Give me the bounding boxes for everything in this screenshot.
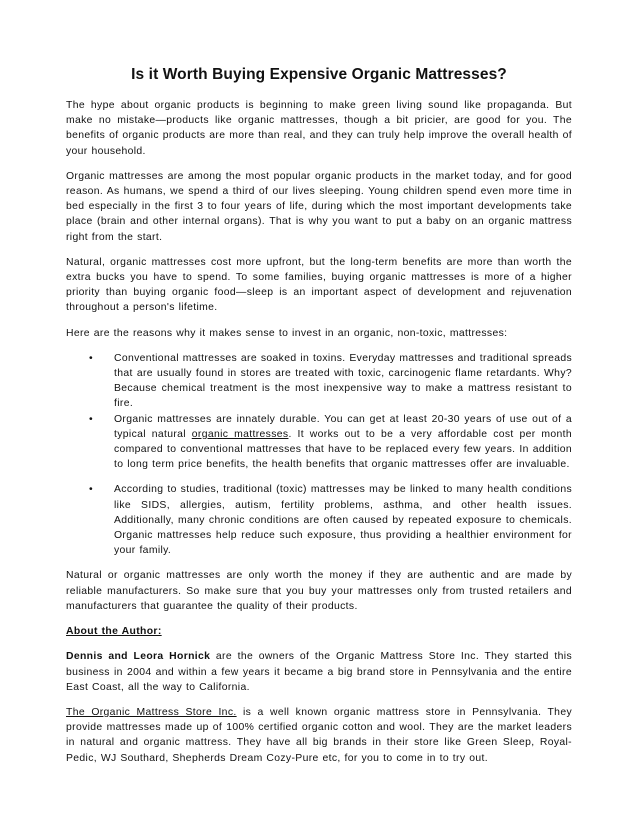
reason-health-text: According to studies, traditional (toxic) mattresses may be linked to many health conditions like SIDS, allergies, autism, fertility problems, asthma, and other health issues. Additionally, many chronic conditions are often caused by repeated exposure to chemicals. Organic mattresses help reduce such exposure, thus providing a healthier environment for your family. xyxy=(114,484,572,557)
reasons-intro-paragraph: Here are the reasons why it makes sense to invest in an organic, non-toxic, mattresses: xyxy=(66,327,508,339)
list-item xyxy=(66,351,572,412)
cost-paragraph: Natural, organic mattresses cost more upfront, but the long-term benefits are more than worth the extra bucks you have to spend. To some families, buying organic mattresses is more of a higher priority than buying organic food—sleep is an important aspect of development and rejuvenation throughout a person's lifetime. xyxy=(66,256,572,314)
list-item xyxy=(66,412,572,473)
bullet-icon: • xyxy=(89,413,93,425)
reasons-list xyxy=(66,351,572,559)
bullet-icon: • xyxy=(89,352,93,364)
closing-paragraph: Natural or organic mattresses are only worth the money if they are authentic and are made by reliable manufacturers. So make sure that you buy your mattresses only from trusted retailers and manufacturers that guarantee the quality of their products. xyxy=(66,570,572,612)
document-title: Is it Worth Buying Expensive Organic Mattresses? xyxy=(131,66,507,83)
author-paragraph xyxy=(66,649,572,695)
popularity-paragraph: Organic mattresses are among the most popular organic products in the market today, and for good reason. As humans, we spend a third of our lives sleeping. Young children spend even more time in bed especially in the first 3 to four years of life, during which the most important developments take place (brain and other internal organs). That is why you want to put a baby on an organic mattress right from the start. xyxy=(66,170,572,243)
author-text: are the owners of the Organic Mattress Store Inc. They started this business in 2004 and within a few years it became a big brand store in Pennsylvania and the entire East Coast, all the way to California. xyxy=(66,651,572,693)
author-heading: About the Author: xyxy=(66,626,162,638)
author-names: Dennis and Leora Hornick xyxy=(66,651,211,663)
reason-toxins-text: Conventional mattresses are soaked in toxins. Everyday mattresses and traditional spreads that are usually found in stores are treated with toxic, carcinogenic flame retardants. Why? Because chemical treatment is the most inexpensive way to make a mattress resistant to fire. xyxy=(114,352,572,410)
intro-paragraph: The hype about organic products is beginning to make green living sound like propaganda. But make no mistake—products like organic mattresses, though a bit pricier, are good for you. The benefits of organic products are more than real, and they can truly help improve the overall health of your household. xyxy=(66,100,572,157)
reason-durable-text-after: . It works out to be a very affordable cost per month compared to conventional mattresses that have to be replaced every few years. In addition to long term price benefits, the health benefits that organic mattresses offer are invaluable. xyxy=(114,428,572,471)
store-text: is a well known organic mattress store in Pennsylvania. They provide mattresses made up of 100% certified organic cotton and wool. They are the market leaders in natural and organic mattress. They have all big brands in their store like Green Sleep, Royal-Pedic, WJ Southard, Shepherds Dream Cozy-Pure etc, for you to come in to try out. xyxy=(66,706,572,764)
organic-mattresses-link[interactable]: organic mattresses xyxy=(191,428,289,440)
store-link[interactable]: The Organic Mattress Store Inc. xyxy=(66,706,237,718)
list-item xyxy=(66,482,572,558)
reason-durable-text-before: Organic mattresses are innately durable. You can get at least 20-30 years of use out of a typical natural xyxy=(114,413,572,440)
bullet-icon: • xyxy=(89,484,93,496)
store-paragraph xyxy=(66,705,572,766)
